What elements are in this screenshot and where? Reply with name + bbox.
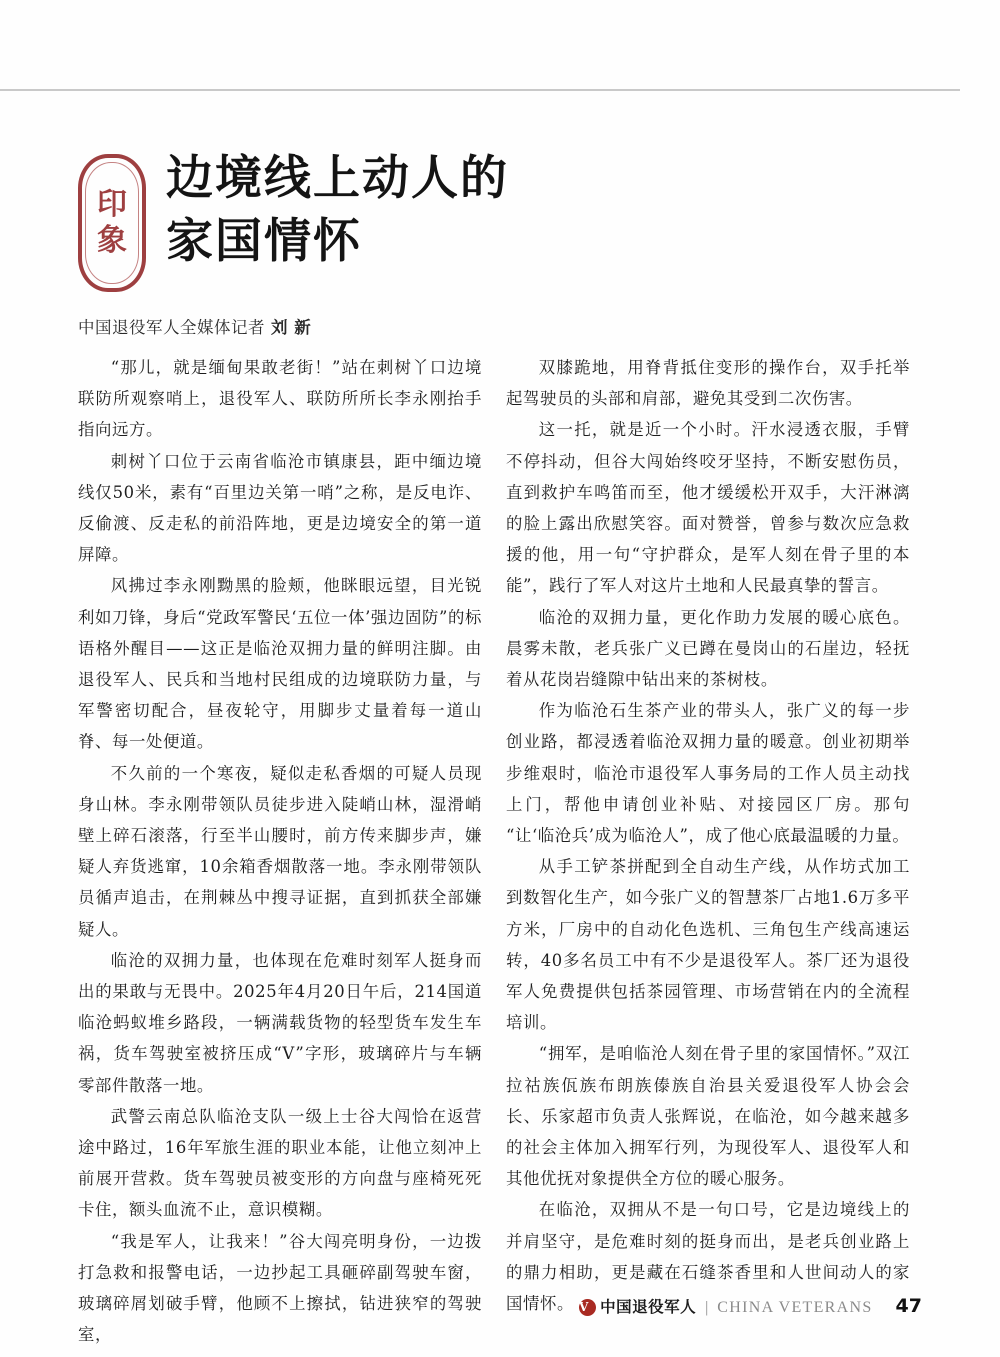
body-paragraph: 作为临沧石生茶产业的带头人，张广义的每一步创业路，都浸透着临沧双拥力量的暖意。创业初期举步维艰时，临沧市退役军人事务局的工作人员主动找上门，帮他申请创业补贴、对接园区厂房。那句“让‘临沧兵’成为临沧人”，成了他心底最温暖的力量。	[506, 701, 910, 846]
seal-characters	[78, 154, 146, 292]
seal-char-top: 印	[97, 187, 127, 222]
header-divider-rule	[0, 89, 960, 91]
title-row	[78, 148, 918, 292]
body-column-left	[78, 352, 482, 1345]
body-paragraph: 在临沧，双拥从不是一句口号，它是边境线上的并肩坚守，是危难时刻的挺身而出，是老兵创业路上的鼎力相助，更是藏在石缝茶香里和人世间动人的家国情怀。 V	[506, 1200, 910, 1315]
body-paragraph: 刺树丫口位于云南省临沧市镇康县，距中缅边境线仅50米，素有“百里边关第一哨”之称，是反电诈、反偷渡、反走私的前沿阵地，更是边境安全的第一道屏障。	[78, 451, 482, 565]
body-paragraph: 从手工铲茶拼配到全自动生产线，从作坊式加工到数智化生产，如今张广义的智慧茶厂占地1.6万多平方米，厂房中的自动化色选机、三角包生产线高速运转，40多名员工中有不少是退役军人。茶厂还为退役军人免费提供包括茶园管理、市场营销在内的全流程培训。	[506, 857, 910, 1033]
footer-separator: |	[705, 1299, 709, 1316]
byline	[78, 314, 918, 338]
title-line-2: 家国情怀	[166, 213, 362, 269]
page-title	[166, 148, 509, 274]
footer-magazine-cn: 中国退役军人	[600, 1298, 697, 1316]
body-paragraph: “拥军，是咱临沧人刻在骨子里的家国情怀。”双江拉祜族佤族布朗族傣族自治县关爱退役军人协会会长、乐家超市负责人张辉说，在临沧，如今越来越多的社会主体加入拥军行列，为现役军人、退役军人和其他优抚对象提供全方位的暖心服务。	[506, 1044, 910, 1189]
footer-page-number: 47	[895, 1295, 922, 1317]
body-paragraph: “那儿，就是缅甸果敢老街！”站在刺树丫口边境联防所观察哨上，退役军人、联防所所长李永刚抬手指向远方。	[78, 358, 482, 440]
body-paragraph: 临沧的双拥力量，更化作助力发展的暖心底色。晨雾未散，老兵张广义已蹲在曼岗山的石崖边，轻抚着从花岗岩缝隙中钻出来的茶树枝。	[506, 607, 910, 690]
article-header	[78, 148, 918, 338]
body-paragraph: 临沧的双拥力量，也体现在危难时刻军人挺身而出的果敢与无畏中。2025年4月20日午后，214国道临沧蚂蚁堆乡路段，一辆满载货物的轻型货车发生车祸，货车驾驶室被挤压成“V”字形，玻璃碎片与车辆零部件散落一地。	[78, 950, 482, 1095]
seal-char-bottom: 象	[97, 223, 127, 258]
body-paragraph: 不久前的一个寒夜，疑似走私香烟的可疑人员现身山林。李永刚带领队员徒步进入陡峭山林，湿滑峭壁上碎石滚落，行至半山腰时，前方传来脚步声，嫌疑人弃货逃窜，10余箱香烟散落一地。李永刚带领队员循声追击，在荆棘丛中搜寻证据，直到抓获全部嫌疑人。	[78, 763, 482, 939]
seal-stamp-icon	[78, 154, 146, 292]
body-paragraph: 双膝跪地，用脊背抵住变形的操作台，双手托举起驾驶员的头部和肩部，避免其受到二次伤害。	[506, 358, 910, 409]
footer-magazine-en: CHINA VETERANS	[717, 1299, 873, 1316]
byline-prefix: 中国退役军人全媒体记者	[78, 318, 265, 337]
byline-author: 刘 新	[271, 318, 312, 337]
page-footer	[600, 1295, 922, 1317]
body-paragraph: 武警云南总队临沧支队一级上士谷大闯恰在返营途中路过，16年军旅生涯的职业本能，让他立刻冲上前展开营救。货车驾驶员被变形的方向盘与座椅死死卡住，额头血流不止，意识模糊。	[78, 1106, 482, 1220]
body-paragraph: 这一托，就是近一个小时。汗水浸透衣服，手臂不停抖动，但谷大闯始终咬牙坚持，不断安慰伤员，直到救护车鸣笛而至，他才缓缓松开双手，大汗淋漓的脸上露出欣慰笑容。面对赞誉，曾参与数次应急救援的他，用一句“守护群众，是军人刻在骨子里的本能”，践行了军人对这片土地和人民最真挚的誓言。	[506, 420, 910, 596]
title-line-1: 边境线上动人的	[166, 151, 509, 206]
body-paragraph: “我是军人，让我来！”谷大闯亮明身份，一边拨打急救和报警电话，一边抄起工具砸碎副驾驶车窗，玻璃碎屑划破手臂，他顾不上擦拭，钻进狭窄的驾驶室，	[78, 1231, 482, 1345]
body-paragraph: 风拂过李永刚黝黑的脸颊，他眯眼远望，目光锐利如刀锋，身后“党政军警民‘五位一体’强边固防”的标语格外醒目——这正是临沧双拥力量的鲜明注脚。由退役军人、民兵和当地村民组成的边境联防力量，与军警密切配合，昼夜轮守，用脚步丈量着每一道山脊、每一处便道。	[78, 576, 482, 752]
end-of-article-marker-icon: V	[579, 1299, 596, 1316]
